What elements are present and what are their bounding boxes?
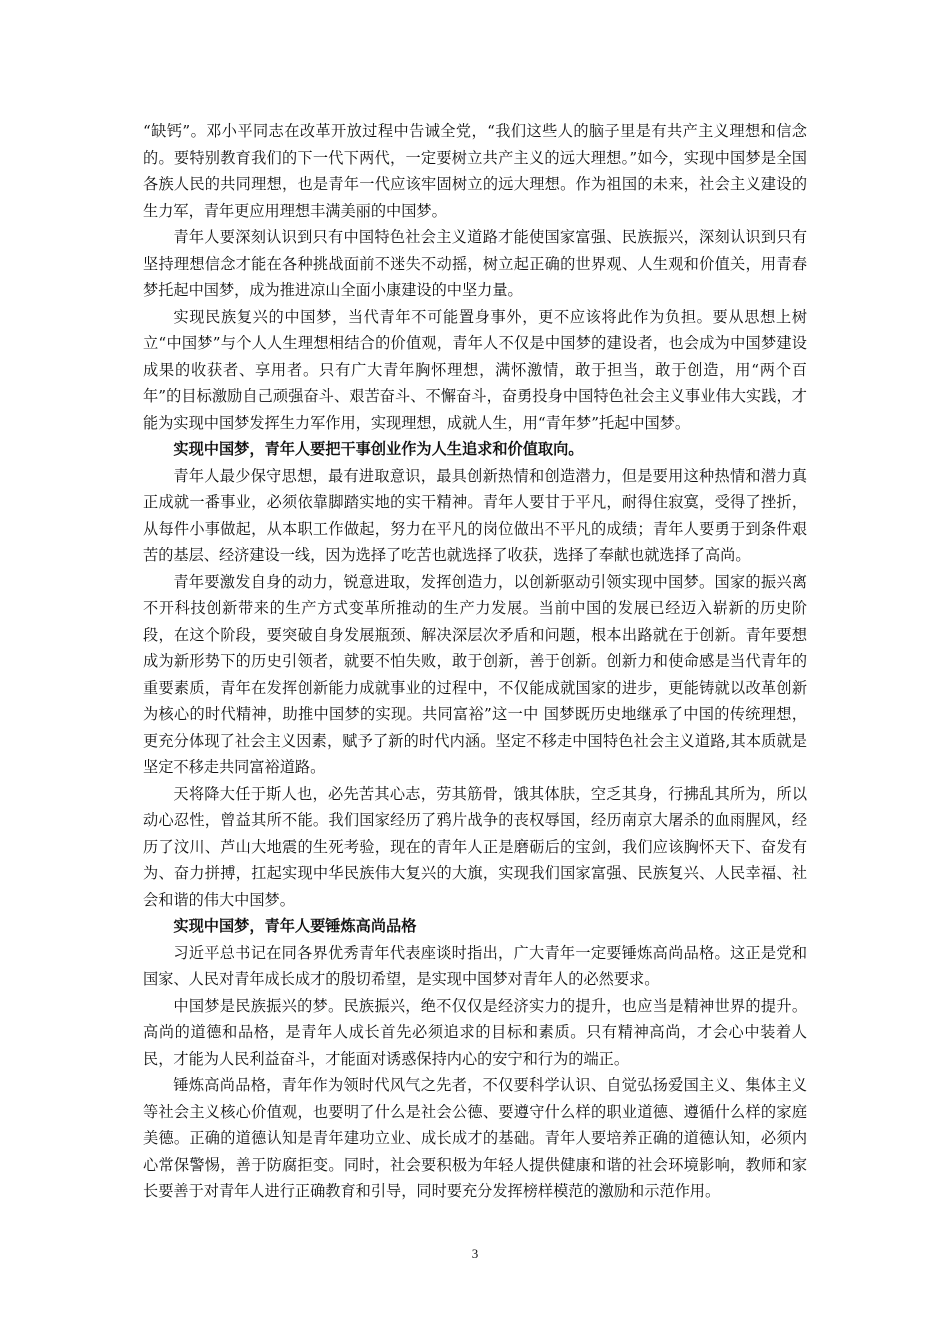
section-heading: 实现中国梦，青年人要锤炼高尚品格: [173, 917, 417, 935]
paragraph: 实现民族复兴的中国梦，当代青年不可能置身事外，更不应该将此作为负担。要从思想上树立“中国梦”与个人人生理想相结合的价值观，青年人不仅是中国梦的建设者，也会成为中国梦建设成果的收获者、享用者。只有广大青年胸怀理想，满怀激情，敢于担当，敢于创造，用“两个百年”的目标激励自己顽强奋斗、艰苦奋斗、不懈奋斗，奋勇投身中国特色社会主义事业伟大实践，才能为实现中国梦发挥生力军作用，实现理想，成就人生，用“青年梦”托起中国梦。: [143, 307, 807, 432]
paragraph-continuation: “缺钙”。邓小平同志在改革开放过程中告诫全党，“我们这些人的脑子里是有共产主义理想和信念的。要特别教育我们的下一代下两代，一定要树立共产主义的远大理想。”如今，实现中国梦是全国各族人民的共同理想，也是青年一代应该牢固树立的远大理想。作为祖国的未来，社会主义建设的生力军，青年更应用理想丰满美丽的中国梦。: [143, 122, 807, 220]
paragraph: 天将降大任于斯人也，必先苦其心志，劳其筋骨，饿其体肤，空乏其身，行拂乱其所为，所以动心忍性，曾益其所不能。我们国家经历了鸦片战争的丧权辱国，经历南京大屠杀的血雨腥风，经历了汶川、芦山大地震的生死考验，现在的青年人正是磨砺后的宝剑，我们应该胸怀天下、奋发有为、奋力拼搏，扛起实现中华民族伟大复兴的大旗，实现我们国家富强、民族复兴、人民幸福、社会和谐的伟大中国梦。: [143, 784, 807, 909]
paragraph: 中国梦是民族振兴的梦。民族振兴，绝不仅仅是经济实力的提升，也应当是精神世界的提升。高尚的道德和品格，是青年人成长首先必须追求的目标和素质。只有精神高尚，才会心中装着人民，才能为人民利益奋斗，才能面对诱惑保持内心的安宁和行为的端正。: [143, 996, 807, 1068]
paragraph: 青年人最少保守思想，最有进取意识，最具创新热情和创造潜力，但是要用这种热情和潜力真正成就一番事业，必须依靠脚踏实地的实干精神。青年人要甘于平凡，耐得住寂寞，受得了挫折，从每件小事做起，从本职工作做起，努力在平凡的岗位做出不平凡的成绩；青年人要勇于到条件艰苦的基层、经济建设一线，因为选择了吃苦也就选择了收获，选择了奉献也就选择了高尚。: [143, 466, 807, 564]
paragraph: 青年人要深刻认识到只有中国特色社会主义道路才能使国家富强、民族振兴，深刻认识到只有坚持理想信念才能在各种挑战面前不迷失不动摇，树立起正确的世界观、人生观和价值关，用青春梦托起中国梦，成为推进凉山全面小康建设的中坚力量。: [143, 228, 807, 299]
paragraph: 习近平总书记在同各界优秀青年代表座谈时指出，广大青年一定要锤炼高尚品格。这正是党和国家、人民对青年成长成才的殷切希望，是实现中国梦对青年人的必然要求。: [143, 943, 807, 988]
section-heading: 实现中国梦，青年人要把干事创业作为人生追求和价值取向。: [173, 440, 584, 458]
page-number: 3: [471, 1246, 479, 1261]
paragraph: 锤炼高尚品格，青年作为领时代风气之先者，不仅要科学认识、自觉弘扬爱国主义、集体主义等社会主义核心价值观，也要明了什么是社会公德、要遵守什么样的职业道德、遵循什么样的家庭美德。正确的道德认知是青年建功立业、成长成才的基础。青年人要培养正确的道德认知，必须内心常保警惕，善于防腐拒变。同时，社会要积极为年轻人提供健康和谐的社会环境影响，教师和家长要善于对青年人进行正确教育和引导，同时要充分发挥榜样模范的激励和示范作用。: [143, 1076, 807, 1200]
paragraph: 青年要激发自身的动力，锐意进取，发挥创造力，以创新驱动引领实现中国梦。国家的振兴离不开科技创新带来的生产方式变革所推动的生产力发展。当前中国的发展已经迈入崭新的历史阶段，在这个阶段，要突破自身发展瓶颈、解决深层次矛盾和问题，根本出路就在于创新。青年要想成为新形势下的历史引领者，就要不怕失败，敢于创新，善于创新。创新力和使命感是当代青年的重要素质，青年在发挥创新能力成就事业的过程中，不仅能成就国家的进步，更能铸就以改革创新为核心的时代精神，助推中国梦的实现。共同富裕”这一中 国梦既历史地继承了中国的传统理想，更充分体现了社会主义因素，赋予了新的时代内涵。坚定不移走中国特色社会主义道路,其本质就是坚定不移走共同富裕道路。: [143, 572, 807, 776]
document-body: [143, 118, 807, 1205]
